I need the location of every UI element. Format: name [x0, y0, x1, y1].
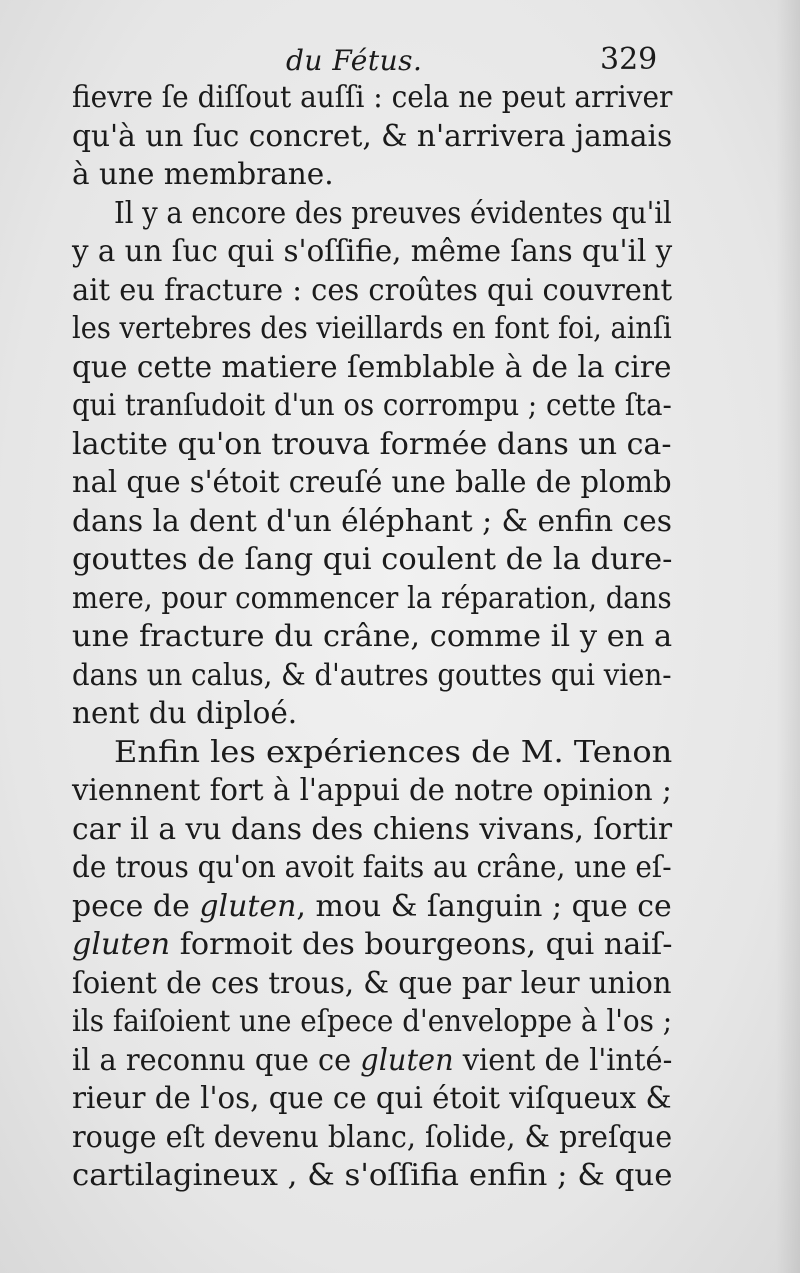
text-line-segment: , mou & ſanguin ; que ce: [296, 888, 672, 923]
text-line-segment: mere, pour commencer la réparation, dans: [72, 580, 672, 615]
text-line: [72, 848, 672, 886]
text-line-segment: dans la dent d'un éléphant ; & enfin ces: [72, 503, 672, 538]
text-line-segment: à une membrane.: [72, 157, 334, 191]
text-line-segment: que cette matiere ſemblable à de la cire: [72, 349, 672, 384]
text-line-segment: car il a vu dans des chiens vivans, ſortir: [72, 811, 673, 846]
text-line-segment: lactite qu'on trouva formée dans un ca-: [72, 426, 672, 461]
text-line: [72, 232, 672, 270]
text-line-segment: Il y a encore des preuves évidentes qu'il: [114, 195, 672, 230]
text-line-segment: ait eu fracture : ces croûtes qui couvrent: [72, 272, 673, 307]
text-line: [72, 386, 672, 424]
text-line: [72, 309, 672, 347]
text-line: [72, 964, 672, 1002]
italic-term: gluten: [72, 927, 171, 961]
text-line-segment: rieur de l'os, que ce qui étoit viſqueux &: [72, 1081, 672, 1115]
text-line-segment: y a un ſuc qui s'oſſifie, même ſans qu'il y: [72, 234, 673, 268]
text-line: [72, 1041, 672, 1079]
text-line: [72, 617, 672, 655]
text-line-segment: cartilagineux , & s'oſſifia enfin ; & que: [72, 1158, 673, 1192]
text-line-segment: nent du diploé.: [72, 696, 298, 730]
text-line: [72, 425, 671, 463]
text-line-segment: qu'à un ſuc concret, & n'arrivera jamais: [72, 118, 673, 153]
text-line-segment: fievre ſe diſſout auſſi : cela ne peut arriver: [72, 80, 673, 114]
text-line-segment: qui tranſudoit d'un os corrompu ; cette ſta-: [72, 388, 672, 422]
text-line-segment: pece de: [72, 888, 200, 923]
text-line-segment: nal que s'étoit creuſé une balle de plomb: [72, 465, 672, 499]
text-line: [72, 271, 672, 309]
running-head: du Fétus.: [286, 44, 423, 77]
text-line: [72, 1002, 672, 1040]
text-line-segment: dans un calus, & d'autres gouttes qui vien-: [72, 657, 672, 692]
text-line-segment: ils faiſoient une eſpece d'enveloppe à l'os ;: [72, 1004, 673, 1038]
text-line: [72, 579, 672, 617]
text-line-segment: vient de l'inté-: [453, 1042, 673, 1077]
italic-term: gluten: [199, 888, 297, 923]
text-line-segment: de trous qu'on avoit faits au crâne, une eſ-: [72, 850, 672, 884]
text-line-segment: Enfin les expériences de M. Tenon: [114, 734, 673, 769]
text-line: [72, 1118, 672, 1156]
text-line: [72, 463, 672, 501]
text-line-segment: il a reconnu que ce: [72, 1042, 361, 1077]
text-line-segment: rouge eſt devenu blanc, ſolide, & preſque: [72, 1119, 673, 1154]
text-line: [72, 925, 672, 963]
text-line: [114, 733, 672, 771]
text-line-segment: formoit des bourgeons, qui naiſ-: [170, 927, 673, 961]
text-line: [72, 1156, 672, 1194]
text-line: [72, 348, 671, 386]
text-line-segment: viennent fort à l'appui de notre opinion ;: [72, 773, 672, 807]
text-line-segment: les vertebres des vieillards en font foi, ainſi: [72, 311, 672, 345]
text-line: [72, 810, 672, 848]
page-header: [0, 26, 800, 86]
text-line: [72, 502, 672, 540]
text-line: [72, 117, 672, 155]
text-line: [72, 540, 672, 578]
text-line: [72, 887, 672, 925]
text-line: [72, 155, 334, 193]
text-line: [72, 78, 672, 116]
body-text: [72, 78, 682, 1218]
italic-term: gluten: [360, 1042, 454, 1077]
text-line: [72, 656, 672, 694]
text-line-segment: gouttes de ſang qui coulent de la dure-: [72, 542, 673, 576]
text-line: [72, 1079, 672, 1117]
page-edge-shadow: [776, 0, 800, 1273]
text-line-segment: une fracture du crâne, comme il y en a: [72, 619, 673, 653]
text-line: [72, 694, 297, 732]
page-number: 329: [600, 42, 658, 77]
text-line-segment: ſoient de ces trous, & que par leur union: [72, 965, 672, 1000]
text-line: [72, 771, 672, 809]
text-line: [114, 194, 672, 232]
